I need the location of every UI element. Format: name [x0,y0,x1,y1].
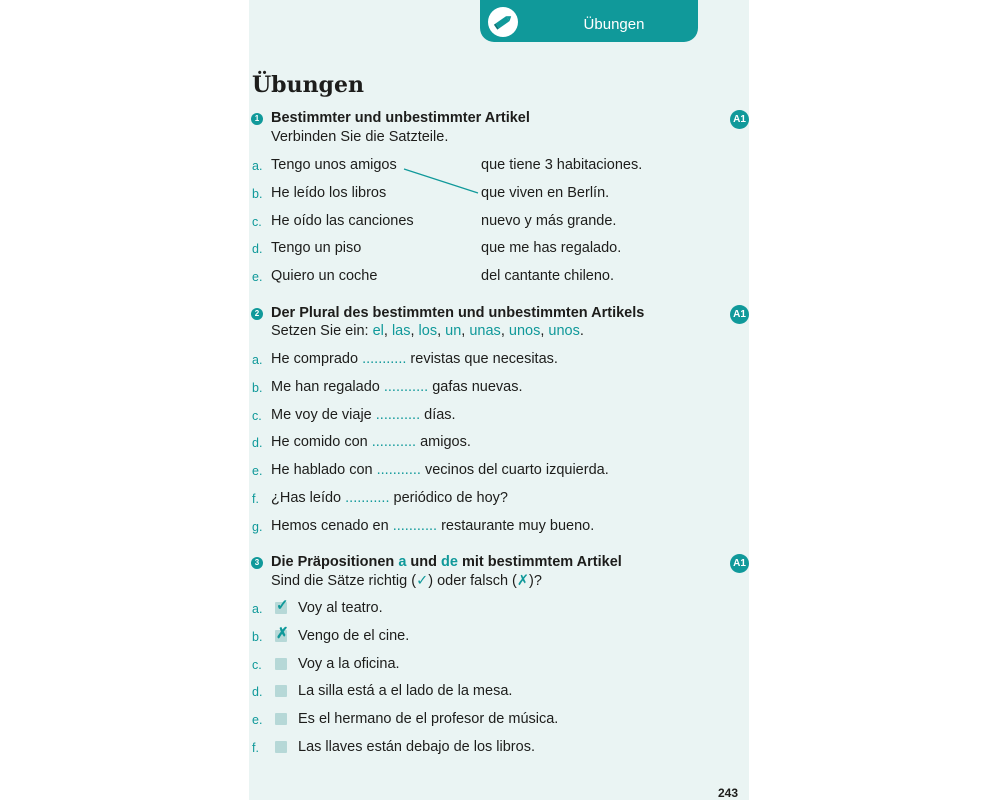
article-option: el [372,323,384,339]
item-letter: d. [252,436,263,451]
instruction-prefix: Setzen Sie ein: [271,323,373,339]
check-icon: ✓ [276,597,289,614]
heading-part: Die Präpositionen [271,554,399,570]
item-letter: a. [252,159,263,173]
item-letter: e. [252,713,263,728]
article-option: los [418,323,438,339]
fill-sentence [271,434,471,450]
check-sentence: La silla está a el lado de la mesa. [298,683,513,700]
answer-checkbox[interactable] [275,658,287,670]
exercise-heading: Bestimmter und unbestimmter Artikel [271,110,530,126]
exercise-number: 1 [251,113,263,125]
answer-checkbox[interactable] [275,741,287,753]
exercise-heading: Der Plural des bestimmten und unbestimmten Artikels [271,305,645,321]
page-number: 243 [718,786,739,800]
section-tab [480,0,698,42]
answer-checkbox[interactable] [275,713,287,725]
cross-icon: ✗ [516,573,530,589]
match-right: nuevo y más grande. [481,212,617,229]
article-option: las [391,323,411,339]
sentence-after: vecinos del cuarto izquierda. [420,462,609,479]
item-letter: c. [252,408,262,423]
match-right: que me has regalado. [481,240,622,257]
blank-field[interactable]: ........... [345,490,390,506]
section-tab-label: Übungen [583,16,645,33]
sentence-before: ¿Has leído [271,490,346,506]
item-letter: d. [252,685,263,700]
instruction-part: )? [529,573,542,589]
sentence-before: He comido con [271,434,372,451]
item-letter: f. [252,741,259,755]
sentence-after: gafas nuevas. [428,378,523,395]
option-separator: , [383,323,392,339]
check-sentence: Vengo de el cine. [298,627,410,644]
item-letter: c. [252,214,262,229]
sentence-before: Me han regalado [271,378,384,395]
page-title: Übungen [252,72,364,98]
option-separator: , [437,323,446,339]
workbook-page [249,0,749,800]
instruction-part: ) oder falsch ( [428,573,517,589]
item-letter: c. [252,657,262,672]
fill-sentence [271,407,456,423]
item-letter: a. [252,353,263,367]
option-separator: , [461,323,470,339]
match-right: que tiene 3 habitaciones. [481,157,643,173]
item-letter: d. [252,242,263,257]
check-sentence: Es el hermano de el profesor de música. [298,711,559,728]
option-separator: , [410,323,419,339]
cross-icon: ✗ [276,624,289,642]
check-sentence: Voy al teatro. [298,600,383,616]
heading-part: mit bestimmtem Artikel [457,554,622,570]
sentence-before: Hemos cenado en [271,517,393,534]
fill-sentence [271,490,508,506]
blank-field[interactable]: ........... [383,378,429,395]
fill-sentence [271,351,558,367]
article-option: unos [548,323,580,339]
level-badge: A1 [730,110,749,129]
sentence-after: amigos. [416,434,471,451]
answer-checkbox[interactable] [275,624,289,642]
match-left: Quiero un coche [271,268,378,285]
article-option: unas [469,323,501,339]
match-right: que viven en Berlín. [481,184,610,201]
item-letter: b. [252,629,263,644]
match-right: del cantante chileno. [481,268,615,285]
item-letter: e. [252,464,263,479]
heading-highlight: de [441,554,458,570]
exercise-heading [271,554,622,570]
pencil-icon [488,7,518,37]
blank-field[interactable]: ........... [392,517,438,534]
blank-field[interactable]: ........... [362,351,407,367]
fill-sentence [271,462,609,478]
heading-part: und [406,554,442,570]
check-sentence: Voy a la oficina. [298,655,400,672]
article-option: un [445,323,462,339]
item-letter: e. [252,270,263,285]
item-letter: a. [252,602,263,616]
blank-field[interactable]: ........... [376,462,421,479]
sentence-after: revistas que necesitas. [406,351,558,367]
answer-checkbox[interactable] [275,597,289,614]
sentence-after: restaurante muy bueno. [437,517,595,534]
option-separator: , [540,323,549,339]
fill-sentence [271,518,594,534]
instruction-part: Sind die Sätze richtig ( [271,573,417,589]
answer-checkbox[interactable] [275,685,287,697]
sentence-before: He hablado con [271,462,377,479]
check-sentence: Las llaves están debajo de los libros. [298,739,535,755]
item-letter: f. [252,492,259,506]
match-left: He leído los libros [271,184,387,201]
blank-field[interactable]: ........... [375,406,421,423]
sentence-after: días. [420,406,456,423]
sentence-before: He comprado [271,351,363,367]
exercise-number: 3 [251,557,263,569]
item-letter: b. [252,380,263,395]
exercise-instruction [271,573,542,589]
level-badge: A1 [730,554,749,573]
sentence-before: Me voy de viaje [271,406,376,423]
heading-highlight: a [398,554,407,570]
exercise-instruction: Verbinden Sie die Satzteile. [271,129,449,145]
exercise-instruction [271,323,584,339]
match-left: He oído las canciones [271,212,414,229]
level-badge: A1 [730,305,749,324]
option-separator: . [579,323,584,339]
sentence-after: periódico de hoy? [389,490,508,506]
match-left: Tengo un piso [271,240,362,257]
fill-sentence [271,379,523,395]
blank-field[interactable]: ........... [371,434,417,451]
option-separator: , [500,323,509,339]
check-icon: ✓ [416,573,429,589]
exercise-number: 2 [251,308,263,320]
article-option: unos [508,323,541,339]
item-letter: g. [252,519,263,534]
item-letter: b. [252,186,263,201]
match-left: Tengo unos amigos [271,157,397,173]
